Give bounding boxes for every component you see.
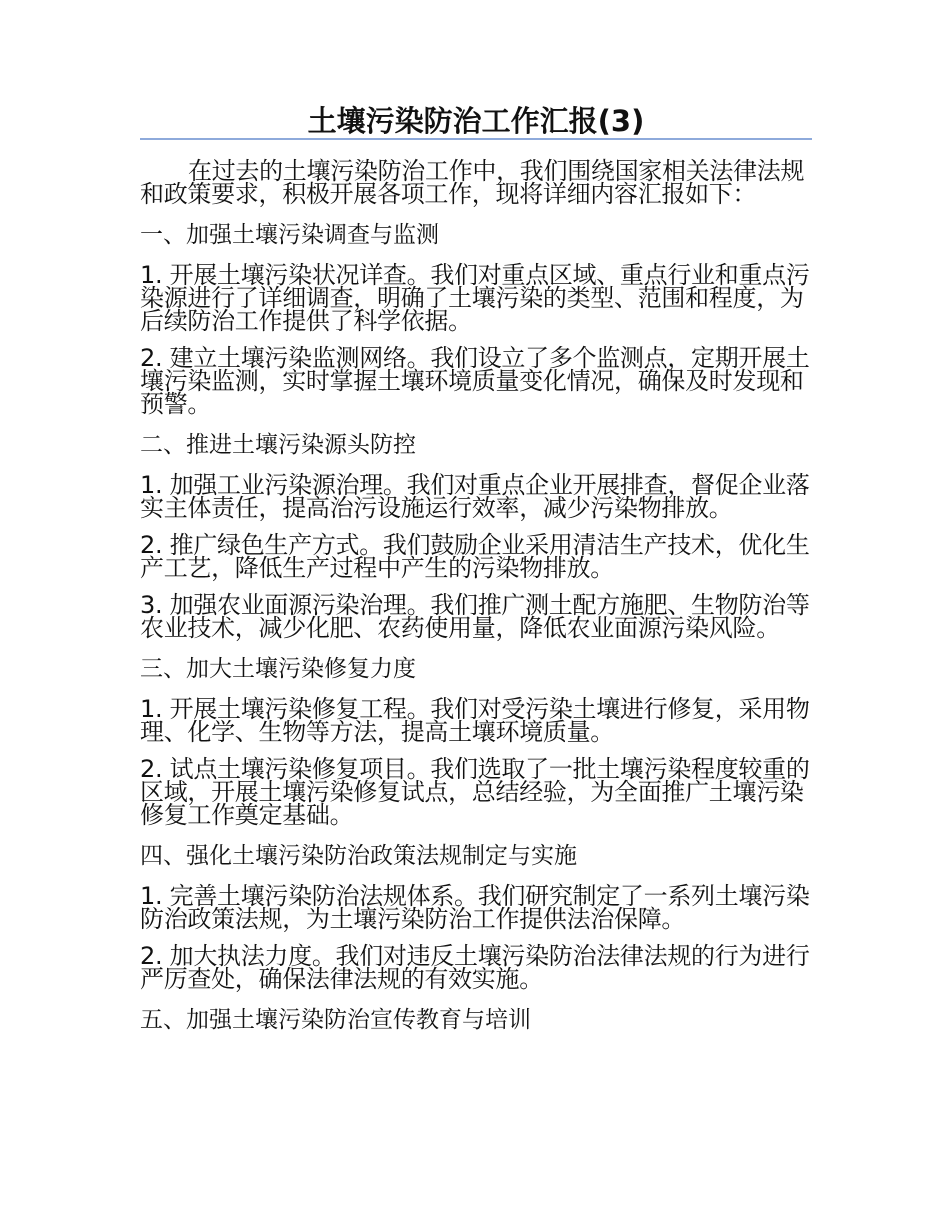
section-1-item-1: 1. 开展土壤污染状况详查。我们对重点区域、重点行业和重点污染源进行了详细调查，明确了土壤污染的类型、范围和程度，为后续防治工作提供了科学依据。 [140, 261, 810, 335]
section-3-item-1: 1. 开展土壤污染修复工程。我们对受污染土壤进行修复，采用物理、化学、生物等方法，提高土壤环境质量。 [140, 695, 810, 746]
document-title: 土壤污染防治工作汇报(3) [307, 104, 645, 138]
document-body [140, 104, 812, 1035]
section-3-item-2: 2. 试点土壤污染修复项目。我们选取了一批土壤污染程度较重的区域，开展土壤污染修复试点，总结经验，为全面推广土壤污染修复工作奠定基础。 [140, 755, 810, 829]
section-2-item-2: 2. 推广绿色生产方式。我们鼓励企业采用清洁生产技术，优化生产工艺，降低生产过程中产生的污染物排放。 [140, 531, 810, 582]
section-heading-3: 三、加大土壤污染修复力度 [140, 656, 416, 682]
section-4-item-1: 1. 完善土壤污染防治法规体系。我们研究制定了一系列土壤污染防治政策法规，为土壤污染防治工作提供法治保障。 [140, 882, 810, 933]
intro-paragraph: 在过去的土壤污染防治工作中，我们围绕国家相关法律法规和政策要求，积极开展各项工作，现将详细内容汇报如下： [140, 157, 805, 208]
section-heading-2: 二、推进土壤污染源头防控 [140, 432, 416, 458]
section-2-item-3: 3. 加强农业面源污染治理。我们推广测土配方施肥、生物防治等农业技术，减少化肥、农药使用量，降低农业面源污染风险。 [140, 591, 810, 642]
section-heading-5: 五、加强土壤污染防治宣传教育与培训 [140, 1007, 531, 1033]
section-2-item-1: 1. 加强工业污染源治理。我们对重点企业开展排查，督促企业落实主体责任，提高治污设施运行效率，减少污染物排放。 [140, 471, 810, 522]
title-block [140, 104, 812, 140]
section-1-item-2: 2. 建立土壤污染监测网络。我们设立了多个监测点，定期开展土壤污染监测，实时掌握土壤环境质量变化情况，确保及时发现和预警。 [140, 344, 810, 418]
section-heading-4: 四、强化土壤污染防治政策法规制定与实施 [140, 843, 577, 869]
section-4-item-2: 2. 加大执法力度。我们对违反土壤污染防治法律法规的行为进行严厉查处，确保法律法规的有效实施。 [140, 942, 810, 993]
section-heading-1: 一、加强土壤污染调查与监测 [140, 222, 439, 248]
